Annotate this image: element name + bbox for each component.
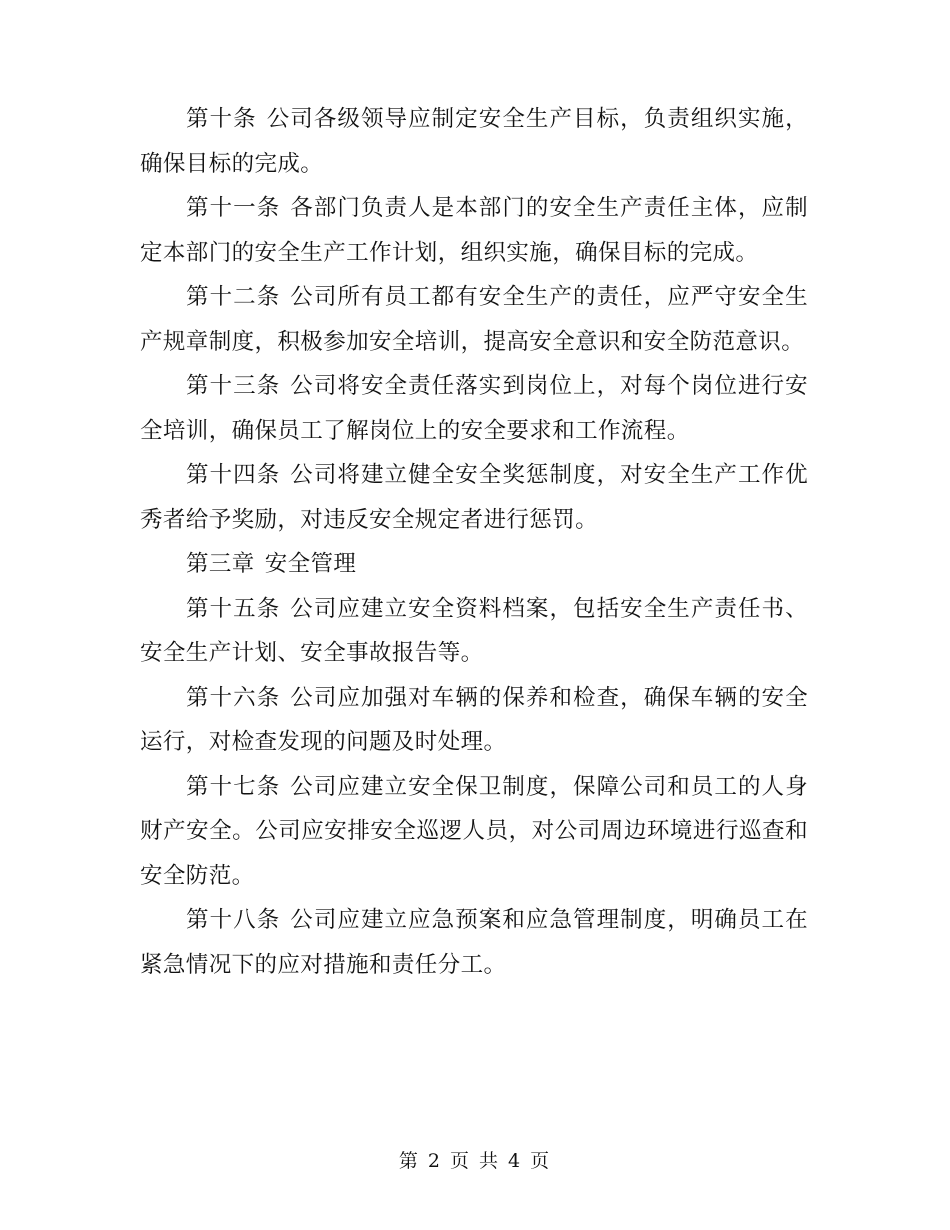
chapter-label: 第三章 [186, 551, 255, 577]
document-body [140, 97, 808, 987]
article-text: 各部门负责人是本部门的安全生产责任主体，应制定本部门的安全生产工作计划，组织实施，确保目标的完成。 [140, 195, 808, 266]
article-text: 公司将建立健全安全奖惩制度，对安全生产工作优秀者给予奖励，对违反安全规定者进行惩罚。 [140, 462, 808, 533]
page-mid: 页 共 [449, 1150, 501, 1172]
article-15 [140, 587, 808, 676]
article-label: 第十八条 [186, 907, 281, 933]
article-text: 公司应建立应急预案和应急管理制度，明确员工在紧急情况下的应对措施和责任分工。 [140, 907, 808, 978]
article-10 [140, 97, 808, 186]
article-label: 第十一条 [186, 195, 281, 221]
article-text: 公司所有员工都有安全生产的责任，应严守安全生产规章制度，积极参加安全培训，提高安全意识和安全防范意识。 [140, 284, 808, 355]
page-suffix: 页 [530, 1150, 552, 1172]
article-17 [140, 765, 808, 899]
article-label: 第十条 [186, 106, 257, 132]
article-text: 公司各级领导应制定安全生产目标，负责组织实施，确保目标的完成。 [140, 106, 809, 177]
page-prefix: 第 [398, 1150, 420, 1172]
article-label: 第十六条 [186, 684, 281, 711]
page-number: 2 [427, 1150, 442, 1172]
article-text: 公司应建立安全保卫制度，保障公司和员工的人身财产安全。公司应安排安全巡逻人员，对公司周边环境进行巡查和安全防范。 [140, 773, 808, 889]
article-18 [140, 898, 808, 987]
chapter-3-heading [140, 542, 808, 587]
article-11 [140, 186, 808, 275]
article-text: 公司应建立安全资料档案，包括安全生产责任书、安全生产计划、安全事故报告等。 [140, 595, 808, 666]
article-13 [140, 364, 808, 453]
article-12 [140, 275, 808, 364]
article-label: 第十二条 [186, 284, 281, 310]
article-16 [140, 676, 808, 765]
chapter-title: 安全管理 [264, 551, 357, 577]
article-14 [140, 453, 808, 542]
article-label: 第十四条 [186, 462, 281, 488]
page-footer [0, 1146, 950, 1173]
article-text: 公司将安全责任落实到岗位上，对每个岗位进行安全培训，确保员工了解岗位上的安全要求和工作流程。 [140, 373, 808, 444]
article-label: 第十五条 [186, 595, 281, 622]
article-label: 第十七条 [186, 773, 281, 800]
article-label: 第十三条 [186, 373, 281, 399]
page-total: 4 [508, 1150, 523, 1172]
article-text: 公司应加强对车辆的保养和检查，确保车辆的安全运行，对检查发现的问题及时处理。 [140, 684, 808, 755]
